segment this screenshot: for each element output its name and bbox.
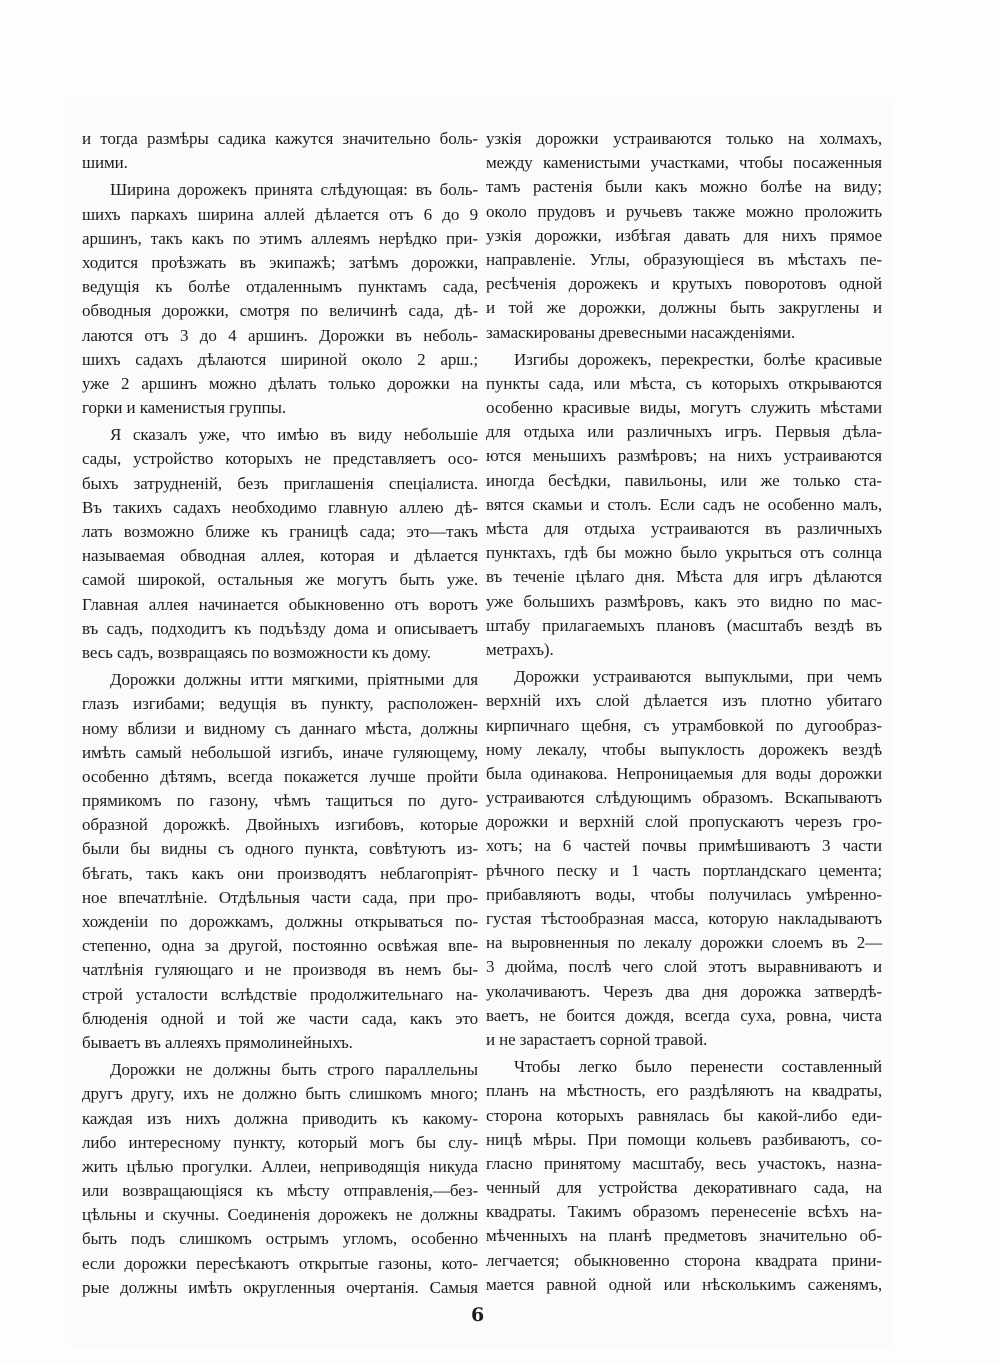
text-line: или возвращающіяся къ мѣсту отправленія,—без- [82, 1181, 478, 1201]
text-line: цѣльны и скучны. Соединенія дорожекъ не должны [82, 1205, 478, 1225]
text-line: степенно, одна за другой, постоянно освѣжая впе- [82, 936, 478, 956]
text-line: чатлѣнія гуляющаго и не производя въ немъ бы- [82, 960, 478, 980]
text-line: ходится проѣзжать въ экипажѣ; затѣмъ дорожки, [82, 252, 478, 272]
text-line: пункты сада, или мѣста, съ которыхъ открываются [486, 373, 882, 393]
text-line: другъ другу, ихъ не должно быть слишкомъ много; [82, 1084, 478, 1104]
text-line: самой широкой, остальныя же могутъ быть уже. [82, 570, 478, 590]
text-line: быхъ затрудненій, безъ приглашенія спеціалиста. [82, 473, 478, 493]
text-line: рые должны имѣть округленныя очертанія. Самыя [82, 1277, 478, 1297]
text-line: устраиваются слѣдующимъ образомъ. Вскапываютъ [486, 788, 882, 808]
text-line: каждая изъ нихъ должна приводить къ какому- [82, 1108, 478, 1128]
text-line: направленіе. Углы, образующіеся въ мѣстахъ пе- [486, 249, 882, 269]
text-line: хотъ; на 6 частей почвы примѣшиваютъ 3 части [486, 836, 882, 856]
text-line: въ теченіе цѣлаго дня. Мѣста для игръ дѣлаются [486, 567, 882, 587]
text-column-right [486, 127, 882, 1297]
text-line: легчается; обыкновенно сторона квадрата прини- [486, 1250, 882, 1270]
text-line: иногда бесѣдки, павильоны, или же только ста- [486, 470, 882, 490]
paragraph [486, 1055, 882, 1297]
text-line: имѣть самый небольшой изгибъ, иначе гуляющему, [82, 742, 478, 762]
text-line: около прудовъ и ручьевъ также можно проложить [486, 201, 882, 221]
text-line: весь садъ, возвращаясь по возможности къ дому. [82, 642, 431, 662]
text-line: гласно принятому масштабу, весь участокъ, назна- [486, 1153, 882, 1173]
text-line: лать возможно ближе къ границѣ сада; это—такъ [82, 522, 478, 541]
text-line: ное впечатлѣніе. Отдѣльныя части сада, при про- [82, 887, 478, 907]
paragraph [82, 423, 478, 665]
text-line: ницѣ мѣры. При помощи кольевъ разбиваютъ, со- [486, 1129, 882, 1149]
text-line: ному лекалу, чтобы выпуклость дорожекъ вездѣ [486, 739, 882, 759]
text-line: сады, устройство которыхъ не представляетъ осо- [82, 449, 478, 469]
text-line: Изгибы дорожекъ, перекрестки, болѣе красивые [514, 349, 882, 369]
text-line: въ садъ, подходитъ къ подъѣзду дома и описываетъ [82, 618, 478, 638]
text-line: уже 2 аршинъ можно дѣлать только дорожки на [82, 373, 478, 393]
text-line: мѣченныхъ на планѣ предметовъ значительно об- [486, 1226, 882, 1246]
text-line: Главная аллея начинается обыкновенно отъ воротъ [82, 594, 478, 614]
paragraph [82, 1058, 478, 1300]
text-line: и той же дорожки, должны быть закруглены и [486, 298, 882, 318]
text-line: прямикомъ по газону, чѣмъ тащиться по дуго- [82, 791, 478, 811]
text-line: называемая обводная аллея, которая и дѣлается [82, 546, 478, 566]
text-line: вятся скамьи и столъ. Если садъ не особенно малъ, [486, 494, 882, 514]
text-line: шихъ садахъ дѣлаются шириной около 2 арш.; [82, 349, 478, 369]
text-line: была одинакова. Непроницаемыя для воды дорожки [486, 763, 882, 783]
text-line: ются меньшихъ размѣровъ; на нихъ устраиваются [486, 446, 882, 466]
text-line: кирпичнаго щебня, съ утрамбовкой по дугообраз- [486, 715, 882, 735]
text-line: планъ на мѣстность, его раздѣляютъ на квадраты, [486, 1081, 882, 1101]
text-line: либо интересному пункту, который могъ бы слу- [82, 1132, 478, 1152]
text-line: между каменистыми участками, чтобы посаженныя [486, 153, 882, 173]
page-number: 6 [471, 1304, 485, 1326]
text-line: ведущія къ болѣе отдаленнымъ пунктамъ сада, [82, 277, 478, 297]
text-line: дорожки и верхній слой пропускаютъ черезъ гро- [486, 812, 882, 832]
text-line: ченный для устройства декоративнаго сада, на [486, 1178, 882, 1198]
text-line: сторона которыхъ равнялась бы какой-либо еди- [486, 1105, 882, 1125]
text-line: густая тѣстообразная масса, которую накладываютъ [486, 909, 882, 928]
text-line: штабу прилагаемыхъ плановъ (масштабъ вездѣ въ [486, 615, 882, 635]
text-line: тамъ растенія были какъ можно болѣе на виду; [486, 177, 882, 197]
text-line: квадраты. Такимъ образомъ перенесеніе всѣхъ на- [486, 1202, 882, 1222]
text-line: шихъ паркахъ ширина аллей дѣлается отъ 6 до 9 [82, 204, 478, 224]
text-line: лаются отъ 3 до 4 аршинъ. Дорожки въ неболь- [82, 325, 478, 345]
text-line: уже большихъ размѣровъ, какъ это видно по мас- [486, 591, 882, 611]
text-line: Дорожки должны итти мягкими, пріятными для [110, 670, 478, 690]
text-line: рѣчного песку и 1 часть портландскаго цемента; [486, 860, 882, 880]
text-line: верхній ихъ слой дѣлается изъ плотно убитаго [486, 691, 882, 711]
paragraph [486, 665, 882, 1052]
text-line: на выровненныя по лекалу дорожки слоемъ въ 2— [486, 933, 882, 953]
text-line: замаскированы древесными насажденіями. [486, 322, 796, 342]
text-line: и тогда размѣры садика кажутся значительно боль- [82, 129, 478, 148]
text-line: бываетъ въ аллеяхъ прямолинейныхъ. [82, 1032, 353, 1052]
text-line: быть подъ слишкомъ острымъ угломъ, особенно [82, 1229, 478, 1249]
paragraph [82, 178, 478, 420]
text-line: образной дорожкѣ. Двойныхъ изгибовъ, которые [82, 815, 478, 835]
paragraph [82, 668, 478, 1055]
text-line: узкія дорожки, избѣгая давать для нихъ прямое [486, 225, 882, 245]
text-line: для отдыха или различныхъ игръ. Первыя дѣла- [486, 422, 882, 442]
text-line: ному вблизи и видному съ даннаго мѣста, должны [82, 718, 478, 738]
text-line: горки и каменистыя группы. [82, 398, 287, 418]
text-line: метрахъ). [486, 639, 554, 659]
text-line: уколачиваютъ. Черезъ два дня дорожка затвердѣ- [486, 981, 882, 1001]
text-line: прибавляютъ воды, чтобы получилась умѣренно- [486, 884, 882, 904]
text-line: Я сказалъ уже, что имѣю въ виду небольшіе [110, 425, 478, 445]
text-line: шими. [82, 153, 128, 173]
text-line: Ширина дорожекъ принята слѣдующая: въ боль- [110, 180, 478, 200]
paragraph [486, 127, 882, 345]
text-line: бѣгать, такъ какъ они производятъ неблагопріят- [82, 863, 478, 883]
text-line: мѣста для отдыха устраиваются въ различныхъ [486, 519, 882, 538]
text-line: ресѣченія дорожекъ и крутыхъ поворотовъ одной [486, 274, 882, 294]
text-line: хожденіи по дорожкамъ, должны открываться по- [82, 912, 478, 931]
text-line: 3 дюйма, послѣ чего слой этотъ выравниваютъ и [486, 957, 882, 977]
text-line: особенно красивые виды, могутъ служить мѣстами [486, 398, 882, 418]
text-line: глазъ изгибами; ведущія въ пункту, расположен- [82, 694, 478, 714]
text-line: Дорожки не должны быть строго параллельны [110, 1060, 478, 1080]
text-line: блюденія одной и той же части сада, какъ это [82, 1008, 478, 1028]
text-line: если дорожки пересѣкаютъ открытые газоны, кото- [82, 1253, 478, 1273]
text-line: и не зарастаетъ сорной травой. [486, 1029, 708, 1049]
text-line: пунктахъ, гдѣ бы можно было укрыться отъ солнца [486, 543, 882, 563]
text-line: особенно дѣтямъ, всегда покажется лучше пройти [82, 766, 478, 786]
text-line: мается равной одной или нѣсколькимъ саженямъ, [486, 1274, 882, 1294]
text-line: Въ такихъ садахъ необходимо главную аллею дѣ- [82, 497, 478, 517]
text-line: обводныя дорожки, смотря по величинѣ сада, дѣ- [82, 301, 478, 321]
text-line: жить цѣлью прогулки. Аллеи, неприводящія никуда [82, 1156, 478, 1176]
text-line: строй усталости вслѣдствіе продолжительнаго на- [82, 984, 478, 1004]
text-line: Чтобы легко было перенести составленный [514, 1057, 882, 1077]
text-line: ваетъ, не боится дождя, всегда суха, ровна, чиста [486, 1005, 882, 1025]
text-line: Дорожки устраиваются выпуклыми, при чемъ [514, 667, 882, 687]
text-line: узкія дорожки устраиваются только на холмахъ, [486, 129, 882, 148]
paragraph [486, 348, 882, 662]
text-line: аршинъ, такъ какъ по этимъ аллеямъ нерѣдко при- [82, 228, 478, 248]
text-line: были бы видны съ одного пункта, совѣтуютъ из- [82, 839, 478, 859]
paragraph [82, 127, 478, 175]
text-column-left [82, 127, 478, 1300]
